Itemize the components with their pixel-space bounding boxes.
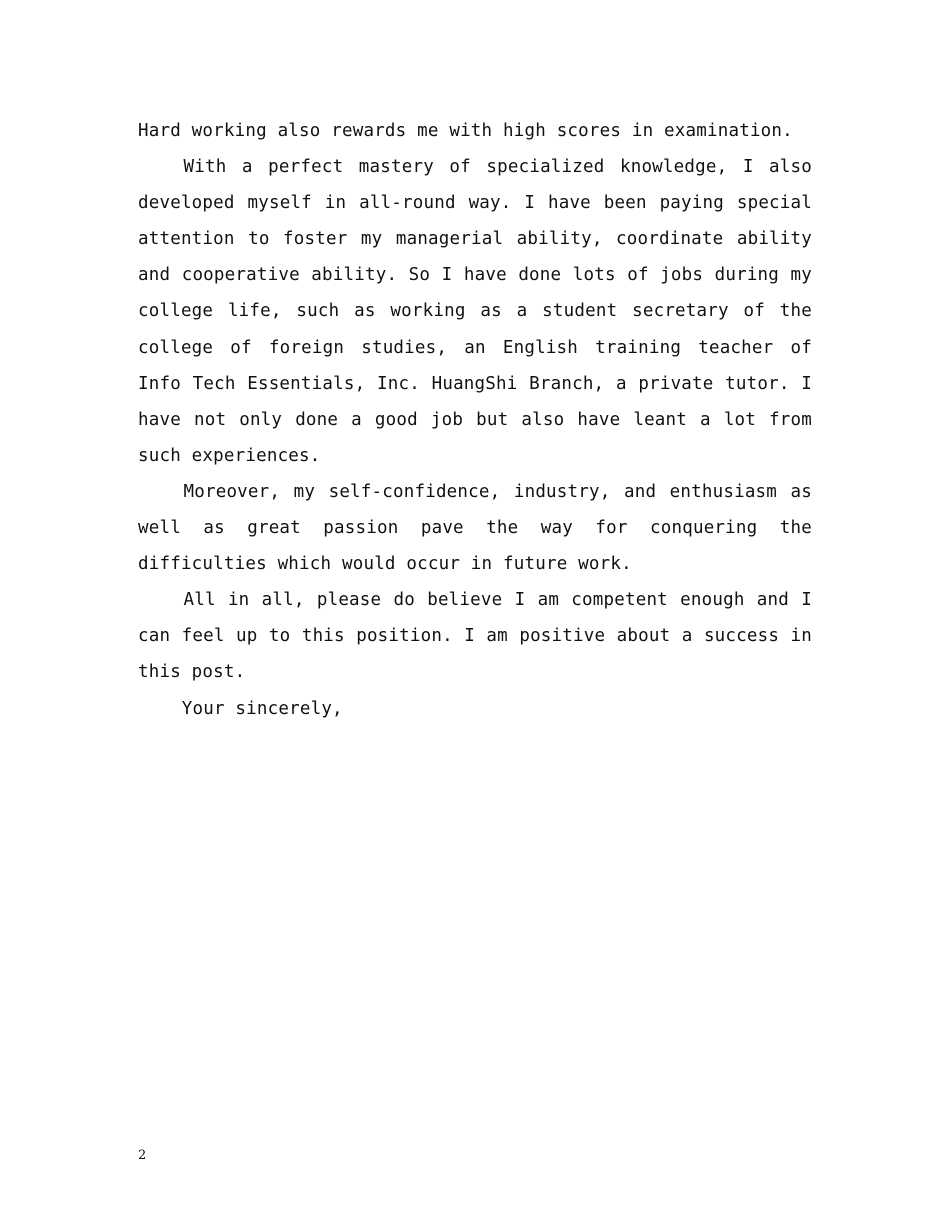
paragraph-knowledge: With a perfect mastery of specialized knowledge, I also developed myself in all-round way. I have been paying special attention to foster my managerial ability, coordinate ability and cooperative ability. So I have done lots of jobs during my college life, such as working as a student secretary of the college of foreign studies, an English training teacher of Info Tech Essentials, Inc. HuangShi Branch, a private tutor. I have not only done a good job but also have leant a lot from such experiences. — [138, 157, 812, 466]
letter-body — [138, 113, 812, 727]
paragraph-conclusion: All in all, please do believe I am competent enough and I can feel up to this position. I am positive about a success in this post. — [138, 590, 812, 683]
paragraph-continuation: Hard working also rewards me with high scores in examination. — [138, 121, 793, 141]
paragraph-confidence: Moreover, my self-confidence, industry, and enthusiasm as well as great passion pave the way for conquering the difficulties which would occur in future work. — [138, 481, 812, 575]
closing-salutation: Your sincerely, — [181, 698, 343, 719]
page-number: 2 — [138, 1148, 147, 1163]
